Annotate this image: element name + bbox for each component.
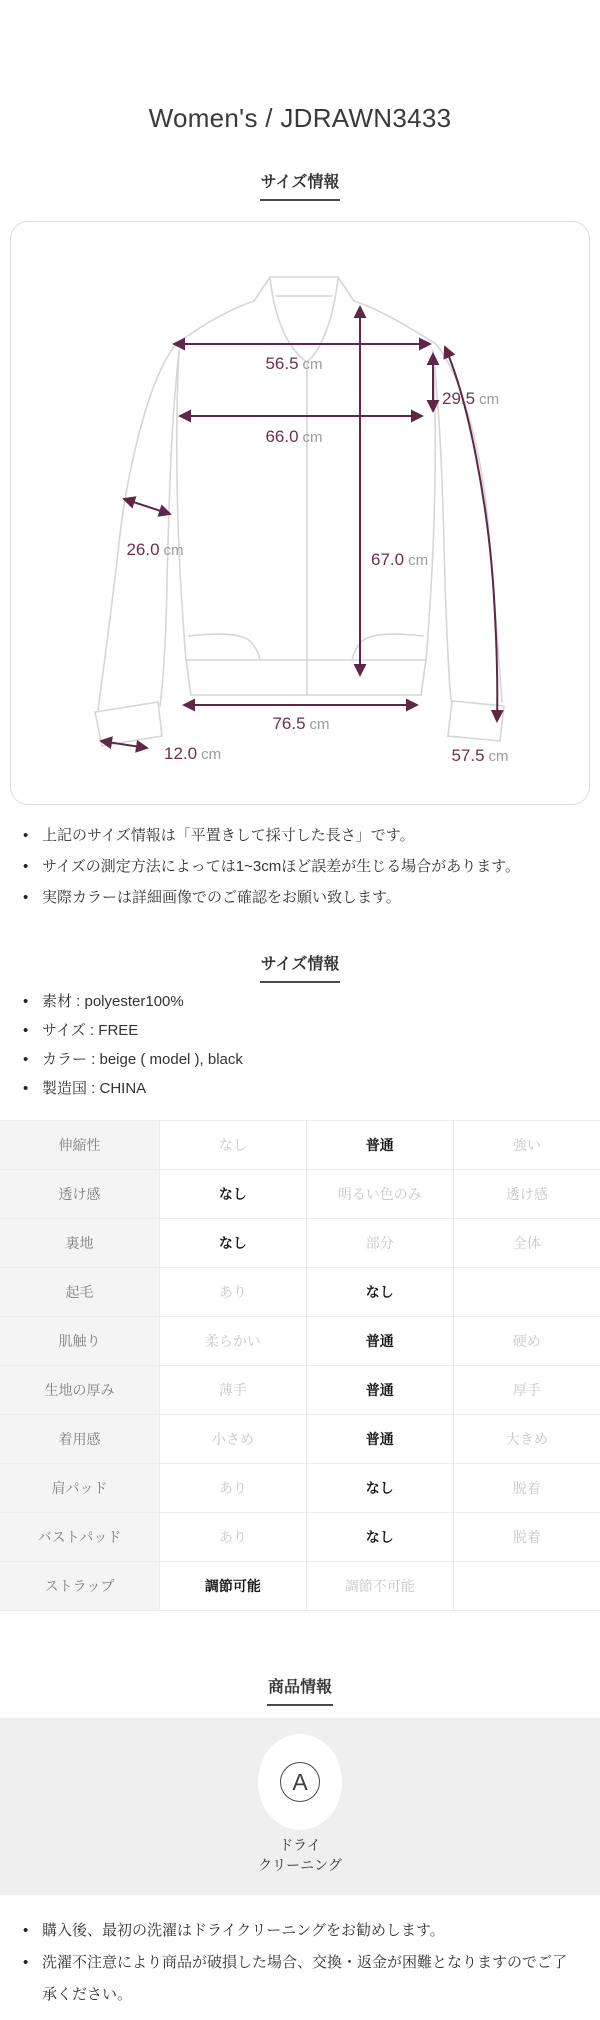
fabric-option: 柔らかい [160,1317,307,1366]
table-row [0,1513,600,1562]
note-item: • サイズの測定方法によっては1~3cmほど誤差が生じる場合があります。 [0,851,570,882]
care-instruction-panel [0,1718,600,1895]
cuff-width-label: 12.0 cm [164,744,222,763]
fabric-option: 明るい色のみ [306,1170,453,1219]
row-label: 起毛 [0,1268,160,1317]
table-row [0,1366,600,1415]
section-heading-size-info [0,955,600,983]
fabric-option: 薄手 [160,1366,307,1415]
hem-width-label: 76.5 cm [272,714,330,733]
fabric-option: 小さめ [160,1415,307,1464]
sleeve-length-label: 57.5 cm [451,746,509,765]
section-heading-label: 商品情報 [267,1678,333,1706]
fabric-option: 厚手 [453,1366,600,1415]
row-label: 透け感 [0,1170,160,1219]
sleeve-width-label: 26.0 cm [126,540,184,559]
fabric-option: なし [160,1219,307,1268]
fabric-option: 普通 [306,1366,453,1415]
fabric-option: あり [160,1464,307,1513]
section-heading-size-diagram [0,173,600,201]
table-row [0,1268,600,1317]
care-symbol-letter: A [292,1768,308,1795]
note-item: • 実際カラーは詳細画像でのご確認をお願い致します。 [0,882,570,913]
fabric-option: 部分 [306,1219,453,1268]
page-title: Women's / JDRAWN3433 [148,103,452,133]
table-row [0,1317,600,1366]
note-item: • 洗濯不注意により商品が破損した場合、交換・返金が困難となりますのでご了承ください。 [0,1947,570,2011]
row-label: 肩パッド [0,1464,160,1513]
care-label-line2: クリーニング [258,1857,342,1873]
fabric-option: 脱着 [453,1464,600,1513]
color-item: • カラー : beige ( model ), black [0,1045,570,1074]
fabric-option: 透け感 [453,1170,600,1219]
fabric-option: 普通 [306,1317,453,1366]
dry-clean-icon [280,1762,320,1802]
care-symbol-badge [258,1734,342,1830]
fabric-option: 硬め [453,1317,600,1366]
fabric-option: 普通 [306,1121,453,1170]
size-info-list [0,987,600,1103]
table-row [0,1415,600,1464]
measurement-lines [101,307,500,748]
fabric-option [453,1562,600,1611]
section-heading-label: サイズ情報 [260,173,341,201]
jacket-outline [95,277,504,746]
fabric-attributes-table [0,1120,600,1611]
table-row [0,1464,600,1513]
armhole-label: 29.5 cm [442,389,500,408]
fabric-option: なし [306,1464,453,1513]
row-label: 肌触り [0,1317,160,1366]
country-item: • 製造国 : CHINA [0,1074,570,1103]
fabric-option: 調節不可能 [306,1562,453,1611]
note-item: • 上記のサイズ情報は「平置きして採寸した長さ」です。 [0,820,570,851]
row-label: ストラップ [0,1562,160,1611]
fabric-option: 強い [453,1121,600,1170]
note-item: • 購入後、最初の洗濯はドライクリーニングをお勧めします。 [0,1915,570,1947]
shoulder-width-label: 56.5 cm [265,354,323,373]
row-label: 伸縮性 [0,1121,160,1170]
chest-width-label: 66.0 cm [265,427,323,446]
row-label: 着用感 [0,1415,160,1464]
material-item: • 素材 : polyester100% [0,987,570,1016]
care-label-line1: ドライ [279,1837,321,1853]
section-heading-label: サイズ情報 [260,955,341,983]
fabric-option: 普通 [306,1415,453,1464]
fabric-option: なし [306,1268,453,1317]
section-heading-product-info [0,1678,600,1706]
size-item: • サイズ : FREE [0,1016,570,1045]
table-row [0,1121,600,1170]
table-row [0,1562,600,1611]
fabric-option: 全体 [453,1219,600,1268]
size-diagram-card [10,221,590,805]
fabric-option: 大きめ [453,1415,600,1464]
fabric-option: なし [160,1170,307,1219]
fabric-option: なし [306,1513,453,1562]
row-label: バストパッド [0,1513,160,1562]
fabric-option: 脱着 [453,1513,600,1562]
jacket-measurement-diagram [11,222,589,804]
total-length-label: 67.0 cm [371,550,429,569]
fabric-option [453,1268,600,1317]
fabric-option: あり [160,1513,307,1562]
table-row [0,1170,600,1219]
care-symbol-label [258,1835,342,1875]
fabric-option: あり [160,1268,307,1317]
size-diagram-notes [0,820,600,913]
table-row [0,1219,600,1268]
washing-notes [0,1915,600,2011]
row-label: 生地の厚み [0,1366,160,1415]
fabric-option: なし [160,1121,307,1170]
sleeve-width-line [124,499,170,514]
row-label: 裏地 [0,1219,160,1268]
fabric-option: 調節可能 [160,1562,307,1611]
